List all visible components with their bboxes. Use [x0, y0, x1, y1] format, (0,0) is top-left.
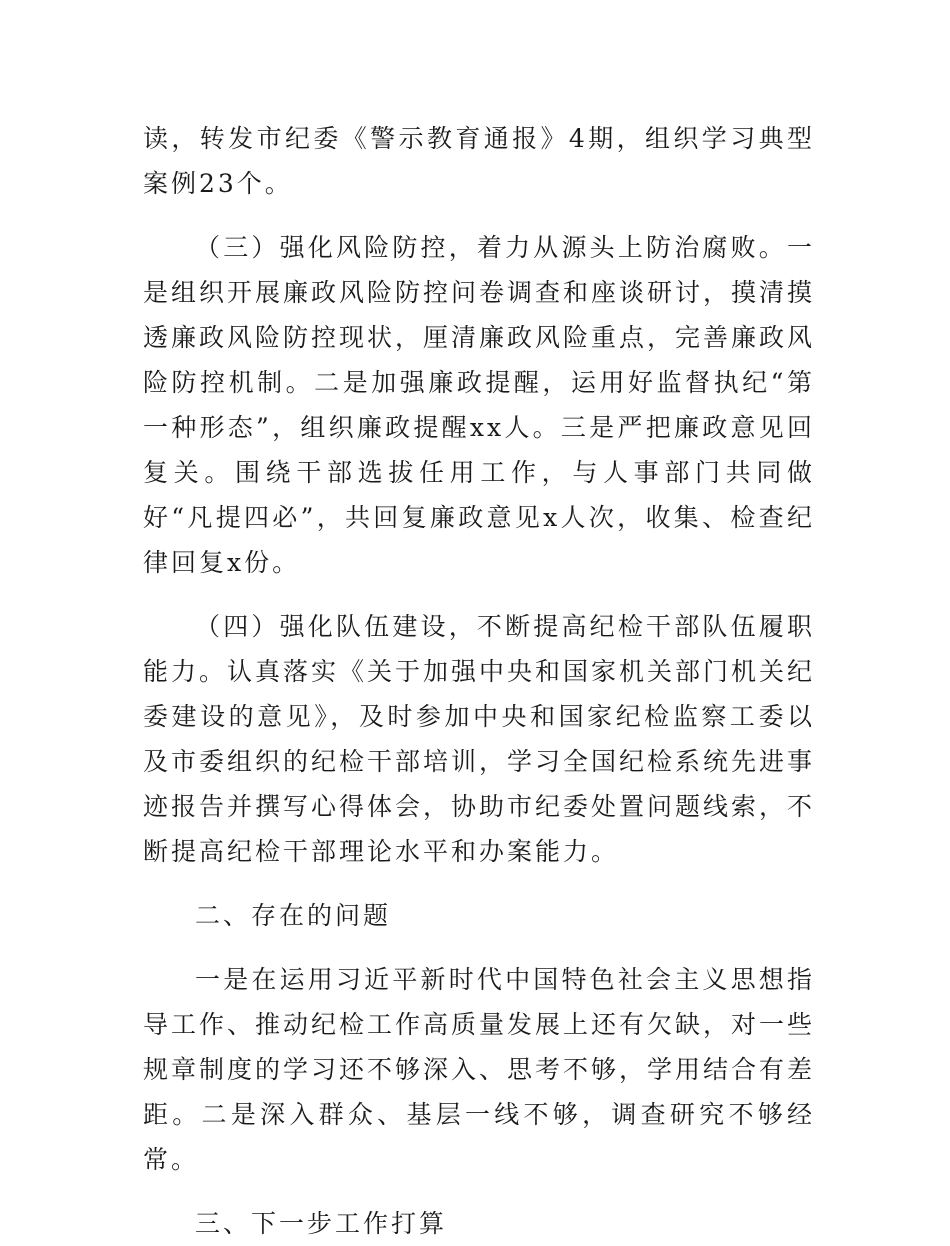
paragraph-continuation: 读，转发市纪委《警示教育通报》4期，组织学习典型案例23个。 [143, 124, 815, 198]
section-heading-next-steps: 三、下一步工作打算 [195, 1209, 448, 1238]
document-body [143, 116, 815, 1246]
paragraph-risk-control: （三）强化风险防控，着力从源头上防治腐败。一是组织开展廉政风险防控问卷调查和座谈研讨，摸清摸透廉政风险防控现状，厘清廉政风险重点，完善廉政风险防控机制。二是加强廉政提醒，运用好监督执纪“第一种形态”，组织廉政提醒xx人。三是严把廉政意见回复关。围绕干部选拔任用工作，与人事部门共同做好“凡提四必”，共回复廉政意见x人次，收集、检查纪律回复x份。 [143, 233, 816, 577]
section-heading-problems: 二、存在的问题 [195, 901, 392, 930]
paragraph-problems: 一是在运用习近平新时代中国特色社会主义思想指导工作、推动纪检工作高质量发展上还有欠缺，对一些规章制度的学习还不够深入、思考不够，学用结合有差距。二是深入群众、基层一线不够，调查研究不够经常。 [143, 965, 816, 1174]
paragraph-team-building: （四）强化队伍建设，不断提高纪检干部队伍履职能力。认真落实《关于加强中央和国家机关部门机关纪委建设的意见》，及时参加中央和国家纪检监察工委以及市委组织的纪检干部培训，学习全国纪检系统先进事迹报告并撰写心得体会，协助市纪委处置问题线索，不断提高纪检干部理论水平和办案能力。 [143, 612, 816, 866]
